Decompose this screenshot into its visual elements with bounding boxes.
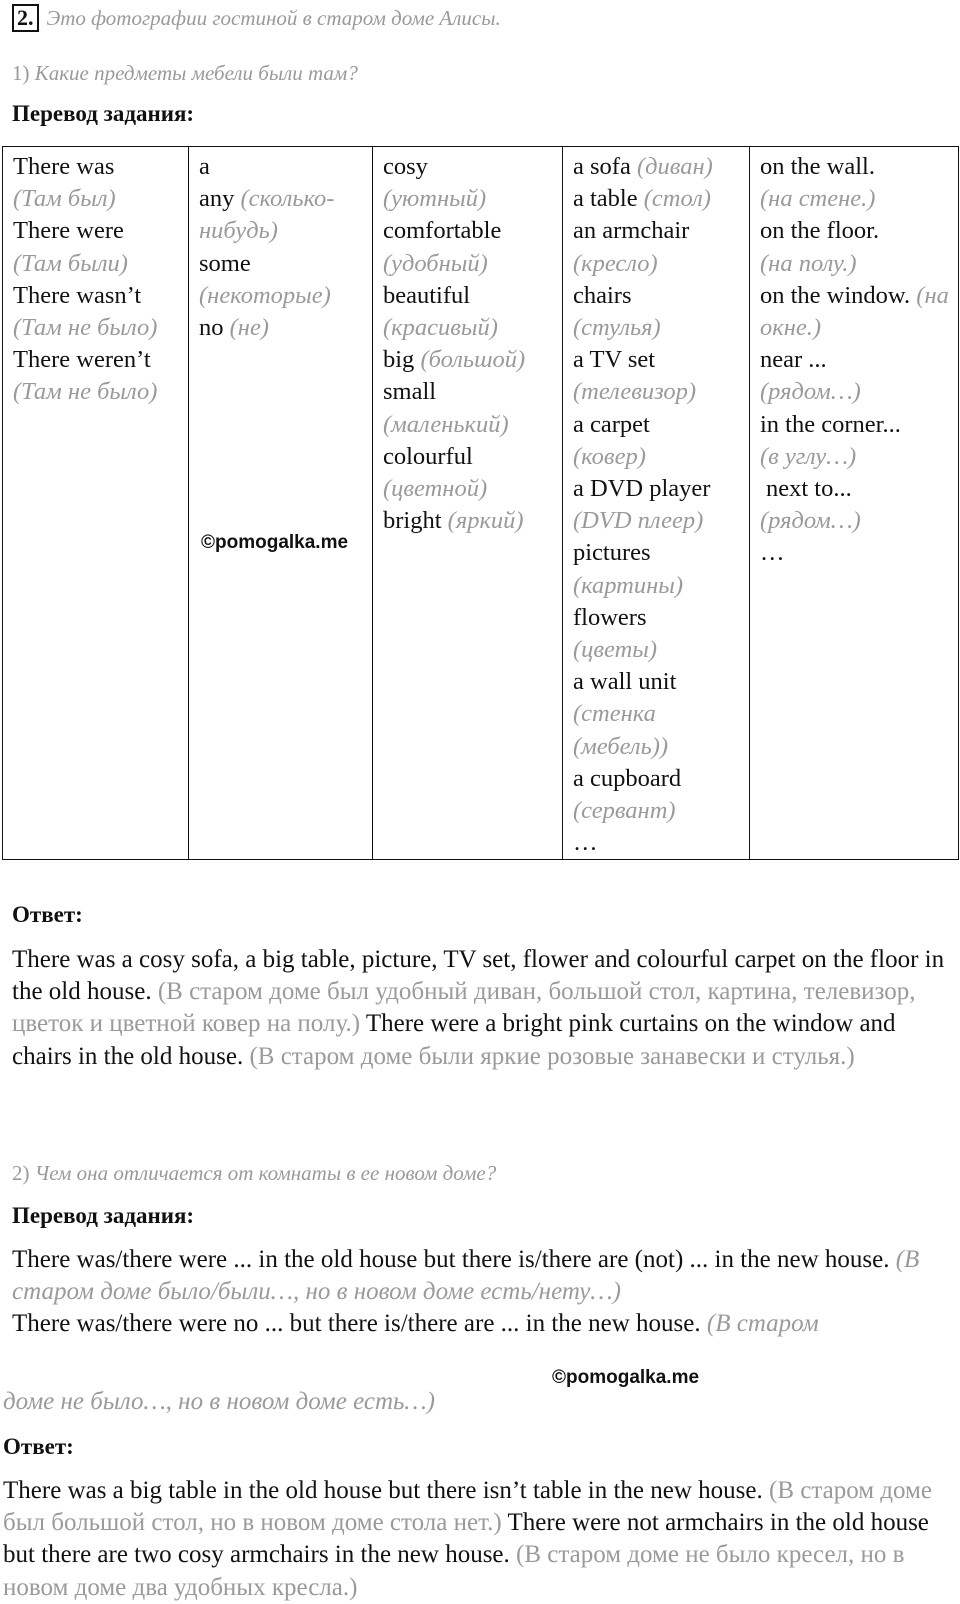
table-cell-en: There wasn’t [13, 281, 142, 309]
answer-1-sentence-ru: (В старом доме был удобный диван, большой стол, картина, телевизор, цветок и цветной ковер на полу.) [12, 978, 916, 1038]
table-cell-en: small [383, 378, 437, 406]
table-cell-en: some [199, 249, 251, 277]
table-cell-ru: (яркий) [447, 507, 524, 535]
watermark: ©pomogalka.me [201, 532, 349, 553]
table-cell-ru: (рядом…) [760, 507, 861, 535]
table-cell-ru: (стенка (мебель)) [573, 700, 669, 760]
table-cell-en: on the wall. [760, 153, 875, 180]
table-cell-ru: (Там не было) [13, 314, 158, 342]
table-cell-ru: (рядом…) [760, 378, 861, 406]
table-cell-ru: (маленький) [383, 410, 509, 438]
table-cell-en: a table [573, 185, 638, 213]
translation-heading-2: Перевод задания: [12, 1203, 195, 1228]
table-cell-en: … [573, 829, 598, 857]
table-cell-ru: (некоторые) [199, 281, 331, 309]
table-cell-en: There was [13, 153, 115, 180]
answer-1-sentence-en: There was a cosy sofa, a big table, picture, TV set, flower and colourful carpet on the floor in the old house. [12, 946, 945, 1006]
table-cell-en: an armchair [573, 217, 690, 245]
table-cell-ru: (на полу.) [760, 249, 857, 277]
answer-heading-2: Ответ: [3, 1434, 74, 1459]
table-column-subject [3, 147, 189, 860]
table-cell-ru: (ковер) [573, 442, 646, 470]
question-2 [12, 1161, 496, 1186]
table-cell-ru: (красивый) [383, 314, 498, 342]
translation-2-sentence-ru: (В старом [706, 1310, 819, 1338]
table-column-quantifier [189, 147, 373, 860]
task-number: 2. [12, 4, 39, 32]
answer-2-sentence-ru: (В старом доме не было кресел, но в новом доме два удобных кресла.) [3, 1541, 905, 1601]
table-cell-en: a wall unit [573, 668, 677, 696]
table-cell-ru: (большой) [420, 346, 526, 374]
translation-2-sentence-en: There was/there were no ... but there is/there are ... in the new house. [12, 1310, 701, 1338]
table-cell-en: a cupboard [573, 764, 682, 792]
answer-2-sentence-en: There was a big table in the old house but there isn’t table in the new house. [3, 1477, 763, 1504]
question-1-number: 1) [12, 61, 30, 85]
table-cell-en: a sofa [573, 153, 631, 180]
table-cell-en: a [199, 153, 210, 180]
vocabulary-table [2, 146, 959, 860]
task-title-line [12, 4, 501, 32]
table-cell-en: colourful [383, 442, 473, 470]
table-cell-ru: (на стене.) [760, 185, 876, 213]
table-cell-ru: (Там не было) [13, 378, 158, 406]
table-cell-en: beautiful [383, 281, 471, 309]
answer-2-sentence-en: There were not armchairs in the old house but there are two cosy armchairs in the new house. [3, 1509, 929, 1569]
question-2-text: Чем она отличается от комнаты в ее новом доме? [34, 1161, 497, 1185]
table-row [3, 147, 959, 860]
table-cell-en: There weren’t [13, 346, 151, 374]
table-cell-ru: (Там был) [13, 185, 116, 213]
translation-2-text [12, 1244, 952, 1341]
table-cell-ru: (в углу…) [760, 442, 857, 470]
table-cell-en: pictures [573, 539, 651, 567]
table-cell-ru: (на окне.) [760, 281, 949, 342]
table-cell-ru: (кресло) [573, 249, 658, 277]
table-cell-en: on the floor. [760, 217, 880, 245]
table-cell-en: cosy [383, 153, 428, 180]
table-column-adjective [373, 147, 563, 860]
table-cell-ru: (цветы) [573, 636, 658, 664]
question-2-number: 2) [12, 1161, 30, 1185]
table-cell-ru: (стол) [643, 185, 711, 213]
answer-heading-1: Ответ: [12, 902, 83, 927]
watermark: ©pomogalka.me [552, 1367, 700, 1388]
table-cell-ru: (Там были) [13, 249, 128, 277]
translation-2-sentence-ru: (В старом доме было/были…, но в новом доме есть/нету…) [12, 1246, 920, 1306]
table-cell-en: big [383, 346, 415, 374]
answer-2-text [3, 1475, 953, 1604]
answer-1-text [12, 944, 952, 1073]
table-cell-ru: (DVD плеер) [573, 507, 704, 535]
table-cell-en: in the corner... [760, 410, 901, 438]
table-cell-en: There were [13, 217, 124, 245]
question-1 [12, 61, 358, 86]
table-cell-ru: (уютный) [383, 185, 487, 213]
table-cell-ru: (удобный) [383, 249, 488, 277]
question-1-text: Какие предметы мебели были там? [34, 61, 358, 85]
table-cell-en: chairs [573, 281, 632, 309]
table-cell-en: … [760, 539, 785, 567]
table-column-place [750, 147, 959, 860]
table-cell-en: comfortable [383, 217, 502, 245]
task-title: Это фотографии гостиной в старом доме Алисы. [46, 5, 501, 30]
table-cell-en: a carpet [573, 410, 650, 438]
table-cell-ru: (сколько-нибудь) [199, 185, 335, 245]
table-cell-en: flowers [573, 603, 647, 631]
table-cell-en: a DVD player [573, 475, 711, 503]
table-cell-ru: (цветной) [383, 475, 488, 503]
answer-2-sentence-ru: (В старом доме был большой стол, но в новом доме стола нет.) [3, 1477, 932, 1537]
table-cell-ru: (картины) [573, 571, 684, 599]
table-cell-ru: (сервант) [573, 797, 676, 825]
translation-heading-1: Перевод задания: [12, 101, 195, 126]
table-cell-en: a TV set [573, 346, 656, 374]
table-cell-en: on the window. [760, 281, 911, 309]
table-cell-ru: (не) [229, 314, 269, 342]
answer-1-sentence-ru: (В старом доме были яркие розовые занавески и стулья.) [249, 1042, 855, 1070]
translation-2-continued: доме не было…, но в новом доме есть…) [3, 1388, 435, 1415]
table-cell-en: bright [383, 507, 442, 535]
table-cell-en: next to... [766, 475, 852, 503]
table-cell-ru: (телевизор) [573, 378, 697, 406]
answer-1-sentence-en: There were a bright pink curtains on the window and chairs in the old house. [12, 1010, 896, 1070]
table-cell-en: no [199, 314, 224, 342]
translation-2-sentence-en: There was/there were ... in the old house but there is/there are (not) ... in the new house. [12, 1246, 890, 1273]
table-column-object [563, 147, 750, 860]
table-cell-en: any [199, 185, 235, 213]
table-cell-ru: (диван) [636, 153, 713, 180]
table-cell-en: near ... [760, 346, 827, 374]
table-cell-ru: (стулья) [573, 314, 661, 342]
